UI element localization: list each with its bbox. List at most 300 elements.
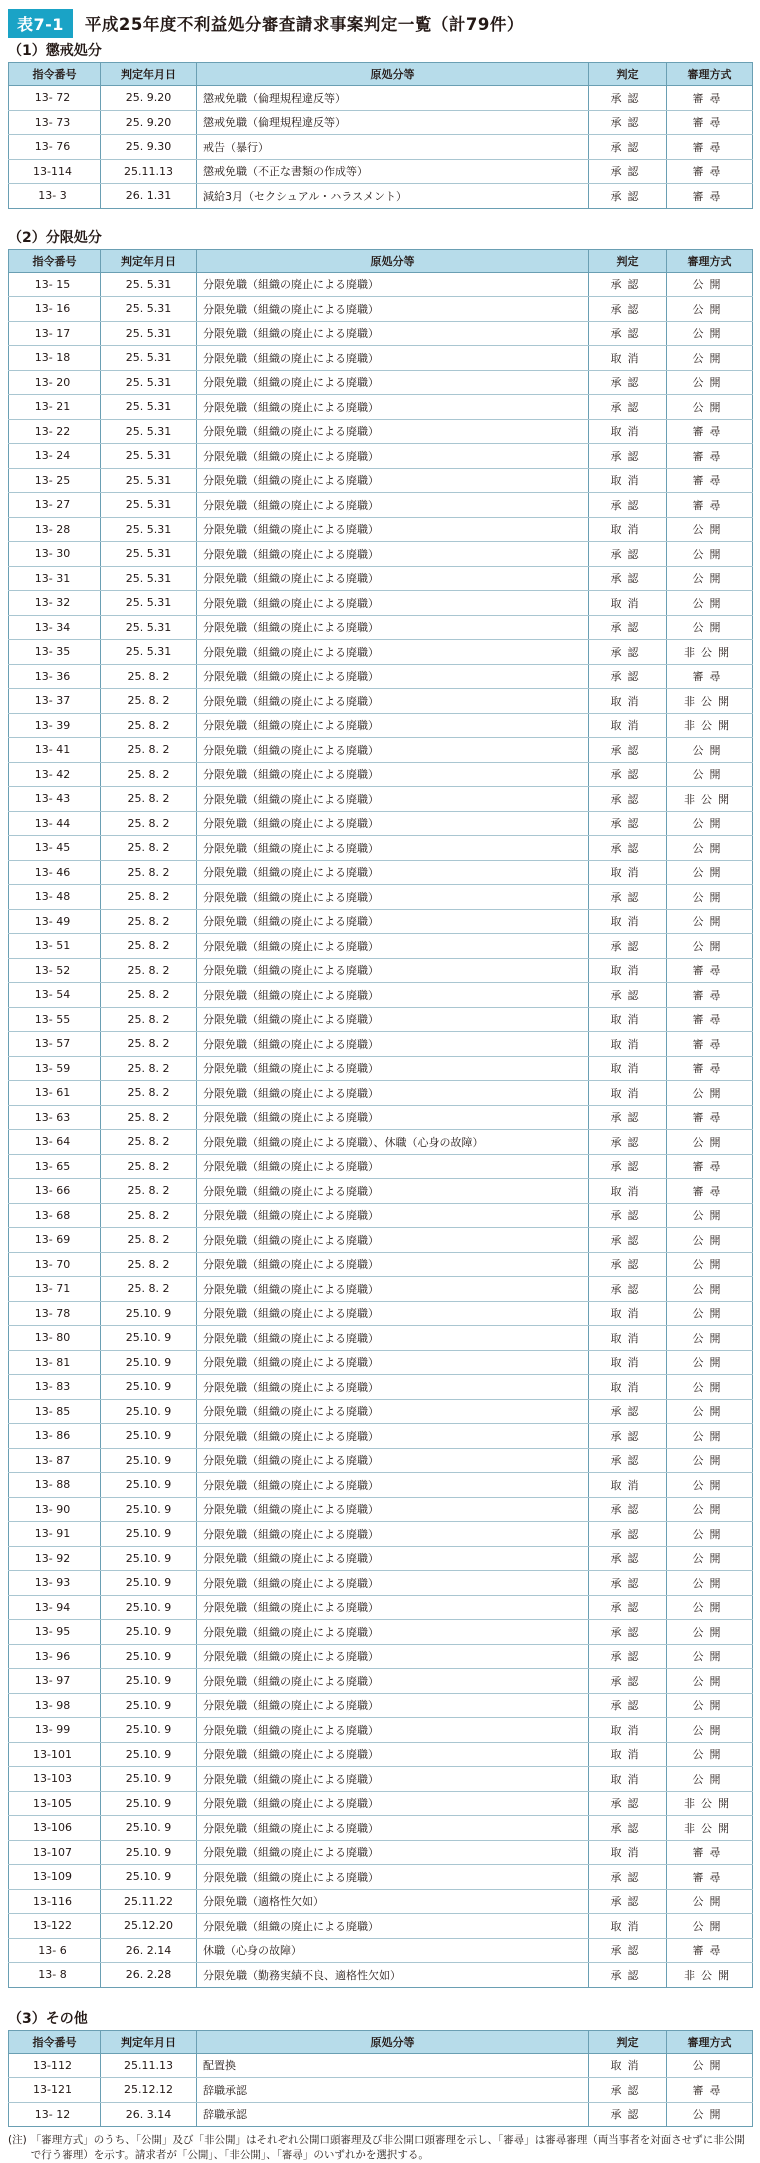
decision-cell: 承認 <box>589 640 667 665</box>
decision-cell: 承認 <box>589 395 667 420</box>
table-row <box>9 1130 753 1155</box>
decision-cell: 取消 <box>589 1007 667 1032</box>
order-number-cell: 13- 95 <box>9 1620 101 1645</box>
decision-cell: 取消 <box>589 419 667 444</box>
decision-cell: 承認 <box>589 1522 667 1547</box>
decision-date-cell: 26. 2.14 <box>101 1938 197 1963</box>
decision-cell: 承認 <box>589 1424 667 1449</box>
decision-cell: 承認 <box>589 1546 667 1571</box>
hearing-method-cell: 公開 <box>667 1497 753 1522</box>
order-number-cell: 13-121 <box>9 2078 101 2103</box>
hearing-method-cell: 審尋 <box>667 468 753 493</box>
original-disposition-cell: 分限免職（組織の廃止による廃職） <box>197 1326 589 1351</box>
decision-cell: 取消 <box>589 1718 667 1743</box>
footnote-prefix: (注) <box>8 2134 27 2146</box>
decision-header: 判定 <box>589 63 667 86</box>
table-row <box>9 370 753 395</box>
original-disposition-cell: 分限免職（組織の廃止による廃職） <box>197 738 589 763</box>
original-disposition-cell: 分限免職（組織の廃止による廃職） <box>197 542 589 567</box>
original-disposition-cell: 分限免職（組織の廃止による廃職） <box>197 1228 589 1253</box>
order-number-cell: 13- 92 <box>9 1546 101 1571</box>
decision-cell: 承認 <box>589 1571 667 1596</box>
order-number-cell: 13- 49 <box>9 909 101 934</box>
order-number-cell: 13- 27 <box>9 493 101 518</box>
decision-cell: 承認 <box>589 444 667 469</box>
hearing-method-cell: 審尋 <box>667 159 753 184</box>
hearing-method-cell: 非公開 <box>667 1791 753 1816</box>
hearing-method-cell: 公開 <box>667 297 753 322</box>
decision-date-cell: 25. 8. 2 <box>101 885 197 910</box>
table-row <box>9 1081 753 1106</box>
order-number-cell: 13- 42 <box>9 762 101 787</box>
decision-date-cell: 25.10. 9 <box>101 1595 197 1620</box>
original-disposition-cell: 分限免職（組織の廃止による廃職） <box>197 1032 589 1057</box>
original-disposition-cell: 分限免職（組織の廃止による廃職） <box>197 395 589 420</box>
decision-date-cell: 25. 8. 2 <box>101 934 197 959</box>
hearing-method-cell: 公開 <box>667 2102 753 2127</box>
decision-date-cell: 25. 8. 2 <box>101 1179 197 1204</box>
decision-cell: 承認 <box>589 1693 667 1718</box>
decision-cell: 承認 <box>589 1963 667 1988</box>
table-row <box>9 1742 753 1767</box>
decision-date-cell: 25.11.13 <box>101 159 197 184</box>
decision-cell: 取消 <box>589 517 667 542</box>
decision-date-cell: 25. 9.20 <box>101 110 197 135</box>
table-row <box>9 934 753 959</box>
hearing-method-cell: 公開 <box>667 346 753 371</box>
order-number-cell: 13- 22 <box>9 419 101 444</box>
decision-cell: 取消 <box>589 1767 667 1792</box>
decision-cell: 取消 <box>589 1375 667 1400</box>
footnote <box>8 2133 752 2163</box>
table-row <box>9 1889 753 1914</box>
decision-date-cell: 25. 8. 2 <box>101 1277 197 1302</box>
original-disposition-cell: 分限免職（組織の廃止による廃職） <box>197 1791 589 1816</box>
table-row <box>9 1718 753 1743</box>
hearing-method-cell: 公開 <box>667 566 753 591</box>
decision-date-cell: 25. 8. 2 <box>101 860 197 885</box>
order-number-cell: 13- 46 <box>9 860 101 885</box>
decision-date-cell: 25. 8. 2 <box>101 836 197 861</box>
order-number-cell: 13- 30 <box>9 542 101 567</box>
decision-date-cell: 25. 5.31 <box>101 517 197 542</box>
decision-date-cell: 25.10. 9 <box>101 1840 197 1865</box>
decision-cell: 取消 <box>589 346 667 371</box>
decision-date-cell: 25.10. 9 <box>101 1522 197 1547</box>
order-number-cell: 13- 91 <box>9 1522 101 1547</box>
decision-date-cell: 25.10. 9 <box>101 1816 197 1841</box>
order-number-cell: 13-105 <box>9 1791 101 1816</box>
decision-cell: 承認 <box>589 272 667 297</box>
decision-cell: 取消 <box>589 1179 667 1204</box>
decision-date-cell: 25. 5.31 <box>101 346 197 371</box>
hearing-method-cell: 公開 <box>667 811 753 836</box>
decision-date-cell: 25.10. 9 <box>101 1669 197 1694</box>
decision-cell: 承認 <box>589 1448 667 1473</box>
original-disposition-cell: 配置換 <box>197 2053 589 2078</box>
order-number-cell: 13- 41 <box>9 738 101 763</box>
order-number-cell: 13- 70 <box>9 1252 101 1277</box>
table-row <box>9 1865 753 1890</box>
order-number-cell: 13- 63 <box>9 1105 101 1130</box>
original-disposition-cell: 分限免職（組織の廃止による廃職） <box>197 444 589 469</box>
order-number-cell: 13- 8 <box>9 1963 101 1988</box>
table-row <box>9 1644 753 1669</box>
table-header-row <box>9 249 753 272</box>
decision-date-cell: 25.10. 9 <box>101 1326 197 1351</box>
decision-date-cell: 25.10. 9 <box>101 1865 197 1890</box>
hearing-method-cell: 公開 <box>667 1718 753 1743</box>
table-row <box>9 640 753 665</box>
decision-cell: 承認 <box>589 1228 667 1253</box>
hearing-method-cell: 公開 <box>667 1571 753 1596</box>
hearing-method-cell: 審尋 <box>667 1865 753 1890</box>
order-number-cell: 13- 94 <box>9 1595 101 1620</box>
hearing-method-header: 審理方式 <box>667 63 753 86</box>
decision-cell: 承認 <box>589 370 667 395</box>
decision-date-cell: 25.10. 9 <box>101 1767 197 1792</box>
order-number-header: 指令番号 <box>9 63 101 86</box>
hearing-method-header: 審理方式 <box>667 2030 753 2053</box>
section-heading: （2）分限処分 <box>8 229 102 246</box>
hearing-method-cell: 公開 <box>667 395 753 420</box>
decision-date-cell: 25.10. 9 <box>101 1473 197 1498</box>
hearing-method-cell: 非公開 <box>667 1816 753 1841</box>
decision-cell: 取消 <box>589 958 667 983</box>
order-number-cell: 13- 83 <box>9 1375 101 1400</box>
hearing-method-cell: 公開 <box>667 1081 753 1106</box>
decision-cell: 取消 <box>589 713 667 738</box>
original-disposition-cell: 辞職承認 <box>197 2102 589 2127</box>
original-disposition-cell: 分限免職（組織の廃止による廃職） <box>197 934 589 959</box>
original-disposition-cell: 分限免職（組織の廃止による廃職） <box>197 958 589 983</box>
decision-date-cell: 25. 8. 2 <box>101 689 197 714</box>
decision-cell: 取消 <box>589 1840 667 1865</box>
original-disposition-cell: 分限免職（組織の廃止による廃職） <box>197 1448 589 1473</box>
order-number-cell: 13- 85 <box>9 1399 101 1424</box>
hearing-method-cell: 審尋 <box>667 1938 753 1963</box>
original-disposition-cell: 分限免職（組織の廃止による廃職） <box>197 909 589 934</box>
original-disposition-cell: 分限免職（組織の廃止による廃職） <box>197 689 589 714</box>
hearing-method-cell: 公開 <box>667 1448 753 1473</box>
decision-date-cell: 25.10. 9 <box>101 1571 197 1596</box>
hearing-method-cell: 公開 <box>667 542 753 567</box>
table-row <box>9 346 753 371</box>
order-number-cell: 13- 78 <box>9 1301 101 1326</box>
decision-date-cell: 25. 8. 2 <box>101 1007 197 1032</box>
table-row <box>9 1424 753 1449</box>
order-number-cell: 13- 16 <box>9 297 101 322</box>
table-row <box>9 713 753 738</box>
original-disposition-cell: 分限免職（組織の廃止による廃職） <box>197 272 589 297</box>
order-number-cell: 13- 51 <box>9 934 101 959</box>
table-row <box>9 2102 753 2127</box>
hearing-method-cell: 審尋 <box>667 419 753 444</box>
hearing-method-cell: 公開 <box>667 1277 753 1302</box>
order-number-cell: 13- 28 <box>9 517 101 542</box>
decision-cell: 承認 <box>589 321 667 346</box>
decision-cell: 承認 <box>589 110 667 135</box>
order-number-cell: 13- 73 <box>9 110 101 135</box>
decision-date-cell: 25. 8. 2 <box>101 958 197 983</box>
decision-cell: 承認 <box>589 159 667 184</box>
order-number-cell: 13- 98 <box>9 1693 101 1718</box>
decision-date-cell: 25.10. 9 <box>101 1448 197 1473</box>
hearing-method-cell: 公開 <box>667 1620 753 1645</box>
original-disposition-cell: 分限免職（組織の廃止による廃職） <box>197 321 589 346</box>
table-row <box>9 321 753 346</box>
decision-date-cell: 25.10. 9 <box>101 1742 197 1767</box>
table-row <box>9 1522 753 1547</box>
order-number-cell: 13-122 <box>9 1914 101 1939</box>
decision-date-cell: 25. 5.31 <box>101 493 197 518</box>
original-disposition-cell: 分限免職（組織の廃止による廃職） <box>197 860 589 885</box>
decision-cell: 承認 <box>589 1595 667 1620</box>
hearing-method-cell: 審尋 <box>667 184 753 209</box>
order-number-cell: 13- 54 <box>9 983 101 1008</box>
table-row <box>9 689 753 714</box>
decision-cell: 承認 <box>589 1399 667 1424</box>
original-disposition-cell: 分限免職（組織の廃止による廃職） <box>197 983 589 1008</box>
table-row <box>9 1914 753 1939</box>
decision-date-cell: 25. 5.31 <box>101 566 197 591</box>
original-disposition-cell: 分限免職（適格性欠如） <box>197 1889 589 1914</box>
hearing-method-cell: 公開 <box>667 1889 753 1914</box>
table-row <box>9 1791 753 1816</box>
document-page <box>8 0 752 2163</box>
original-disposition-cell: 減給3月（セクシュアル・ハラスメント） <box>197 184 589 209</box>
order-number-cell: 13- 59 <box>9 1056 101 1081</box>
hearing-method-cell: 公開 <box>667 1693 753 1718</box>
table-row <box>9 272 753 297</box>
original-disposition-cell: 分限免職（組織の廃止による廃職） <box>197 811 589 836</box>
decision-date-cell: 25. 8. 2 <box>101 1228 197 1253</box>
decision-date-cell: 25. 5.31 <box>101 542 197 567</box>
table-row <box>9 1179 753 1204</box>
original-disposition-header: 原処分等 <box>197 63 589 86</box>
hearing-method-cell: 公開 <box>667 517 753 542</box>
decision-date-cell: 25. 8. 2 <box>101 1130 197 1155</box>
table-row <box>9 86 753 111</box>
table-row <box>9 958 753 983</box>
decision-date-cell: 25.12.20 <box>101 1914 197 1939</box>
order-number-cell: 13- 97 <box>9 1669 101 1694</box>
decision-date-cell: 25. 8. 2 <box>101 664 197 689</box>
decision-date-cell: 25.10. 9 <box>101 1301 197 1326</box>
sections-container <box>8 40 752 2127</box>
hearing-method-cell: 審尋 <box>667 110 753 135</box>
table-row <box>9 1816 753 1841</box>
decision-cell: 取消 <box>589 689 667 714</box>
decision-cell: 取消 <box>589 1301 667 1326</box>
decision-date-cell: 25. 8. 2 <box>101 787 197 812</box>
table-header-row <box>9 63 753 86</box>
order-number-cell: 13- 15 <box>9 272 101 297</box>
decision-cell: 承認 <box>589 1203 667 1228</box>
decision-date-cell: 25.10. 9 <box>101 1546 197 1571</box>
decision-date-cell: 25. 8. 2 <box>101 738 197 763</box>
original-disposition-cell: 分限免職（組織の廃止による廃職） <box>197 1105 589 1130</box>
order-number-cell: 13- 20 <box>9 370 101 395</box>
hearing-method-cell: 公開 <box>667 885 753 910</box>
table-row <box>9 1693 753 1718</box>
hearing-method-cell: 公開 <box>667 272 753 297</box>
hearing-method-cell: 審尋 <box>667 1179 753 1204</box>
original-disposition-cell: 分限免職（組織の廃止による廃職） <box>197 1571 589 1596</box>
original-disposition-cell: 分限免職（組織の廃止による廃職） <box>197 370 589 395</box>
hearing-method-cell: 公開 <box>667 860 753 885</box>
table-row <box>9 909 753 934</box>
decision-date-cell: 25. 9.20 <box>101 86 197 111</box>
original-disposition-cell: 分限免職（組織の廃止による廃職） <box>197 1546 589 1571</box>
table-row <box>9 395 753 420</box>
table-row <box>9 738 753 763</box>
original-disposition-cell: 分限免職（組織の廃止による廃職） <box>197 1301 589 1326</box>
table-row <box>9 615 753 640</box>
table-title: 平成25年度不利益処分審査請求事案判定一覧（計79件） <box>84 15 524 34</box>
original-disposition-cell: 分限免職（組織の廃止による廃職） <box>197 1522 589 1547</box>
hearing-method-cell: 非公開 <box>667 689 753 714</box>
order-number-cell: 13-107 <box>9 1840 101 1865</box>
decision-cell: 承認 <box>589 1938 667 1963</box>
decision-date-cell: 26. 2.28 <box>101 1963 197 1988</box>
table-row <box>9 1301 753 1326</box>
table-row <box>9 1252 753 1277</box>
decision-date-header: 判定年月日 <box>101 2030 197 2053</box>
decision-date-cell: 25. 5.31 <box>101 297 197 322</box>
decision-date-cell: 25. 5.31 <box>101 468 197 493</box>
hearing-method-cell: 公開 <box>667 1350 753 1375</box>
original-disposition-cell: 分限免職（組織の廃止による廃職） <box>197 566 589 591</box>
order-number-cell: 13- 71 <box>9 1277 101 1302</box>
original-disposition-cell: 分限免職（組織の廃止による廃職） <box>197 1865 589 1890</box>
decision-cell: 承認 <box>589 1130 667 1155</box>
decision-cell: 取消 <box>589 1742 667 1767</box>
order-number-cell: 13- 48 <box>9 885 101 910</box>
hearing-method-cell: 公開 <box>667 762 753 787</box>
original-disposition-cell: 分限免職（組織の廃止による廃職） <box>197 1424 589 1449</box>
original-disposition-cell: 分限免職（組織の廃止による廃職） <box>197 1840 589 1865</box>
decision-date-cell: 25.12.12 <box>101 2078 197 2103</box>
hearing-method-cell: 公開 <box>667 909 753 934</box>
decision-cell: 承認 <box>589 86 667 111</box>
decision-date-header: 判定年月日 <box>101 63 197 86</box>
decision-date-cell: 25.11.22 <box>101 1889 197 1914</box>
hearing-method-cell: 公開 <box>667 1522 753 1547</box>
hearing-method-cell: 公開 <box>667 1252 753 1277</box>
hearing-method-cell: 公開 <box>667 2053 753 2078</box>
order-number-cell: 13- 52 <box>9 958 101 983</box>
original-disposition-cell: 分限免職（組織の廃止による廃職） <box>197 591 589 616</box>
decision-date-cell: 25. 8. 2 <box>101 1105 197 1130</box>
table-row <box>9 1473 753 1498</box>
order-number-cell: 13-101 <box>9 1742 101 1767</box>
order-number-cell: 13- 57 <box>9 1032 101 1057</box>
hearing-method-cell: 審尋 <box>667 2078 753 2103</box>
table-row <box>9 419 753 444</box>
order-number-cell: 13- 37 <box>9 689 101 714</box>
hearing-method-cell: 審尋 <box>667 135 753 160</box>
hearing-method-cell: 非公開 <box>667 1963 753 1988</box>
order-number-cell: 13- 32 <box>9 591 101 616</box>
original-disposition-cell: 分限免職（組織の廃止による廃職） <box>197 1179 589 1204</box>
table-row <box>9 566 753 591</box>
table-row <box>9 811 753 836</box>
table-row <box>9 1326 753 1351</box>
order-number-cell: 13- 90 <box>9 1497 101 1522</box>
table-row <box>9 1154 753 1179</box>
decision-cell: 取消 <box>589 1081 667 1106</box>
original-disposition-cell: 分限免職（組織の廃止による廃職） <box>197 1718 589 1743</box>
hearing-method-cell: 審尋 <box>667 1007 753 1032</box>
original-disposition-cell: 分限免職（組織の廃止による廃職） <box>197 1350 589 1375</box>
hearing-method-cell: 審尋 <box>667 1056 753 1081</box>
section-heading: （1）懲戒処分 <box>8 43 102 59</box>
order-number-cell: 13- 44 <box>9 811 101 836</box>
order-number-cell: 13- 43 <box>9 787 101 812</box>
decision-cell: 承認 <box>589 1620 667 1645</box>
order-number-cell: 13- 72 <box>9 86 101 111</box>
section-heading: （3）その他 <box>8 2010 88 2027</box>
order-number-cell: 13- 99 <box>9 1718 101 1743</box>
hearing-method-cell: 審尋 <box>667 1105 753 1130</box>
original-disposition-cell: 分限免職（組織の廃止による廃職） <box>197 1767 589 1792</box>
hearing-method-cell: 審尋 <box>667 1840 753 1865</box>
table-row <box>9 1595 753 1620</box>
decision-table <box>8 2030 753 2128</box>
decision-date-cell: 25. 5.31 <box>101 395 197 420</box>
decision-cell: 承認 <box>589 934 667 959</box>
order-number-cell: 13-112 <box>9 2053 101 2078</box>
table-row <box>9 1228 753 1253</box>
original-disposition-cell: 分限免職（組織の廃止による廃職） <box>197 885 589 910</box>
order-number-cell: 13- 93 <box>9 1571 101 1596</box>
decision-cell: 承認 <box>589 836 667 861</box>
decision-cell: 承認 <box>589 1105 667 1130</box>
decision-cell: 承認 <box>589 135 667 160</box>
decision-date-cell: 25.10. 9 <box>101 1424 197 1449</box>
order-number-cell: 13- 12 <box>9 2102 101 2127</box>
original-disposition-cell: 分限免職（組織の廃止による廃職） <box>197 1595 589 1620</box>
footnote-text: 「審理方式」のうち、「公開」及び「非公開」はそれぞれ公開口頭審理及び非公開口頭審理を示し、「審尋」は審尋審理（両当事者を対面させずに非公開で行う審理）を示す。請求者が「公開」、「非公開」、「審尋」のいずれかを選択する。 <box>30 2134 745 2161</box>
decision-cell: 承認 <box>589 1791 667 1816</box>
original-disposition-cell: 分限免職（組織の廃止による廃職） <box>197 615 589 640</box>
decision-cell: 取消 <box>589 1473 667 1498</box>
table-row <box>9 1448 753 1473</box>
table-number-badge: 表7-1 <box>8 9 73 38</box>
hearing-method-cell: 公開 <box>667 1203 753 1228</box>
hearing-method-cell: 審尋 <box>667 86 753 111</box>
hearing-method-cell: 公開 <box>667 1473 753 1498</box>
table-row <box>9 184 753 209</box>
table-row <box>9 1497 753 1522</box>
table-row <box>9 1571 753 1596</box>
original-disposition-cell: 辞職承認 <box>197 2078 589 2103</box>
decision-date-cell: 25.10. 9 <box>101 1693 197 1718</box>
decision-cell: 承認 <box>589 1252 667 1277</box>
original-disposition-cell: 分限免職（組織の廃止による廃職） <box>197 1644 589 1669</box>
original-disposition-cell: 分限免職（組織の廃止による廃職） <box>197 1816 589 1841</box>
original-disposition-cell: 分限免職（組織の廃止による廃職） <box>197 1007 589 1032</box>
order-number-cell: 13- 69 <box>9 1228 101 1253</box>
table-row <box>9 1056 753 1081</box>
original-disposition-cell: 分限免職（組織の廃止による廃職） <box>197 419 589 444</box>
decision-cell: 承認 <box>589 664 667 689</box>
original-disposition-cell: 分限免職（組織の廃止による廃職） <box>197 664 589 689</box>
original-disposition-cell: 分限免職（組織の廃止による廃職） <box>197 517 589 542</box>
original-disposition-cell: 分限免職（組織の廃止による廃職） <box>197 1252 589 1277</box>
decision-date-cell: 25. 8. 2 <box>101 1252 197 1277</box>
